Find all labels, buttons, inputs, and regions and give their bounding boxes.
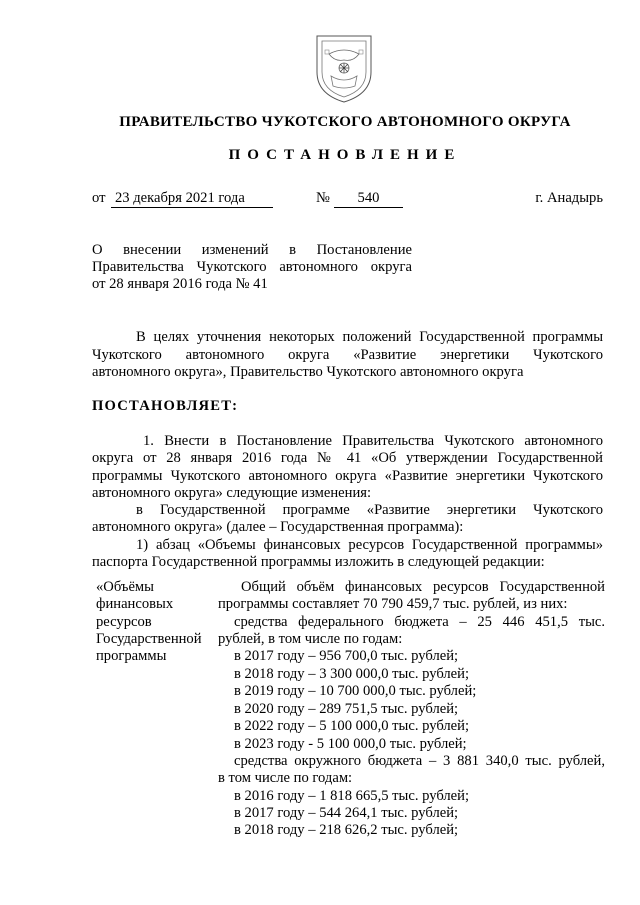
- table-right-line: средства федерального бюджета – 25 446 451,5 тыс.: [234, 614, 605, 630]
- table-right-line: рублей, в том числе по годам:: [218, 631, 403, 647]
- number-field: [334, 190, 403, 208]
- table-left-line: «Объёмы: [96, 579, 154, 595]
- intro-line: В целях уточнения некоторых положений Государственной программы: [136, 329, 603, 345]
- body-line: округа от 28 января 2016 года № 41 «Об утверждении Государственной: [92, 450, 603, 466]
- date-prefix: от: [92, 190, 106, 206]
- date-field: [111, 190, 273, 208]
- table-right-line: в 2016 году – 1 818 665,5 тыс. рублей;: [234, 788, 470, 804]
- date-value: 23 декабря 2021 года: [115, 190, 245, 206]
- document-type: ПОСТАНОВЛЕНИЕ: [228, 147, 462, 163]
- city: г. Анадырь: [535, 190, 603, 206]
- body-line: автономного округа» следующие изменения:: [92, 485, 372, 501]
- table-left-line: Государственной: [96, 631, 202, 647]
- body-line: автономного округа» (далее – Государственная программа):: [92, 519, 464, 535]
- intro-line: автономного округа», Правительство Чукотского автономного округа: [92, 364, 524, 380]
- table-right-line: в 2022 году – 5 100 000,0 тыс. рублей;: [234, 718, 470, 734]
- table-right-line: средства окружного бюджета – 3 881 340,0 тыс. рублей,: [234, 753, 605, 769]
- table-right-line: в 2017 году – 544 264,1 тыс. рублей;: [234, 805, 459, 821]
- number-value: 540: [357, 190, 380, 206]
- table-left-line: ресурсов: [96, 614, 152, 630]
- subject-line: Правительства Чукотского автономного округа: [92, 259, 412, 275]
- table-right-line: в 2018 году – 218 626,2 тыс. рублей;: [234, 822, 459, 838]
- coat-of-arms-emblem: [309, 32, 379, 106]
- table-right-line: программы составляет 70 790 459,7 тыс. рублей, из них:: [218, 596, 568, 612]
- body-line: в Государственной программе «Развитие энергетики Чукотского: [136, 502, 603, 518]
- table-right-line: в 2023 году - 5 100 000,0 тыс. рублей;: [234, 736, 467, 752]
- resolves-heading: ПОСТАНОВЛЯЕТ:: [92, 398, 239, 414]
- subject-line: от 28 января 2016 года № 41: [92, 276, 268, 292]
- table-right-line: в том числе по годам:: [218, 770, 353, 786]
- body-line: программы Чукотского автономного округа «Развитие энергетики Чукотского: [92, 468, 603, 484]
- intro-line: Чукотского автономного округа «Развитие энергетики Чукотского: [92, 347, 603, 363]
- table-right-line: в 2019 году – 10 700 000,0 тыс. рублей;: [234, 683, 477, 699]
- table-right-line: Общий объём финансовых ресурсов Государственной: [241, 579, 605, 595]
- body-line: паспорта Государственной программы изложить в следующей редакции:: [92, 554, 545, 570]
- organization-title: ПРАВИТЕЛЬСТВО ЧУКОТСКОГО АВТОНОМНОГО ОКРУГА: [119, 114, 571, 130]
- table-right-line: в 2020 году – 289 751,5 тыс. рублей;: [234, 701, 459, 717]
- table-right-line: в 2017 году – 956 700,0 тыс. рублей;: [234, 648, 459, 664]
- table-right-line: в 2018 году – 3 300 000,0 тыс. рублей;: [234, 666, 470, 682]
- body-line: 1) абзац «Объемы финансовых ресурсов Государственной программы»: [136, 537, 603, 553]
- number-prefix: №: [316, 190, 330, 206]
- table-left-line: финансовых: [96, 596, 174, 612]
- body-line: 1. Внести в Постановление Правительства Чукотского автономного: [143, 433, 603, 449]
- table-left-line: программы: [96, 648, 167, 664]
- subject-line: О внесении изменений в Постановление: [92, 242, 412, 258]
